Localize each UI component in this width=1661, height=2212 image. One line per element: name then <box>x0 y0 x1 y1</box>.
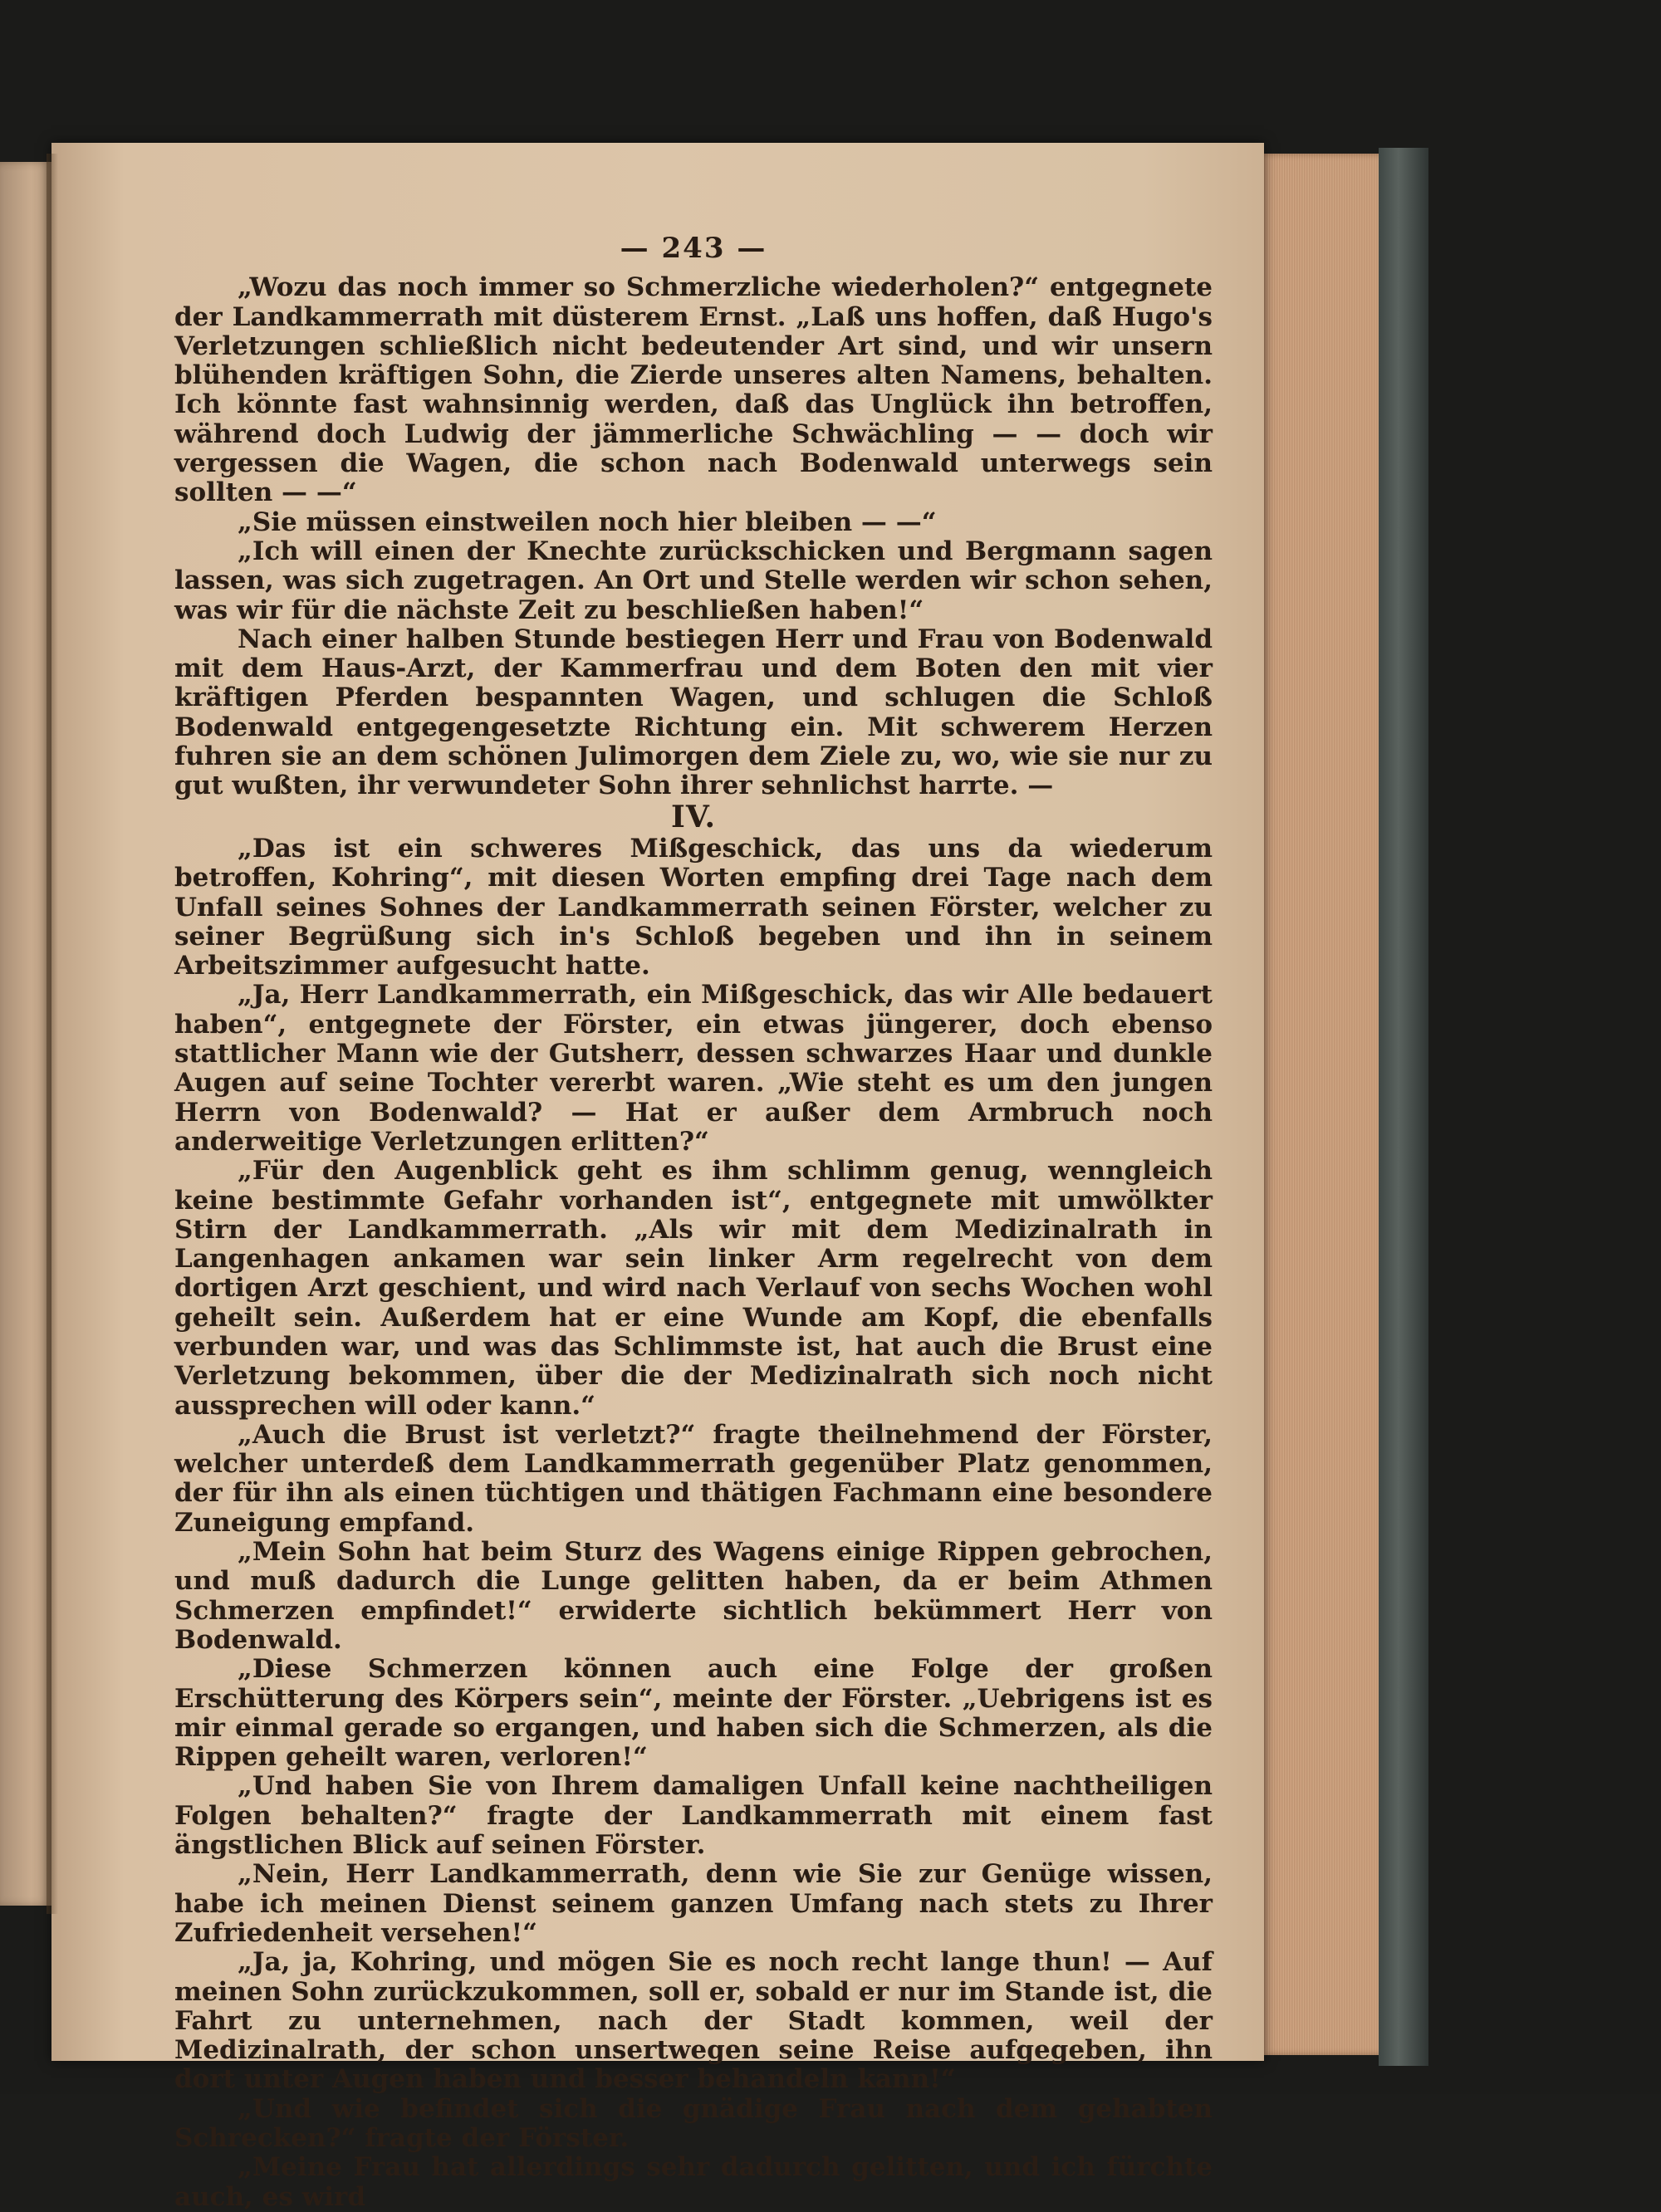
paragraph: „Ich will einen der Knechte zurückschicken und Bergmann sagen lassen, was sich zugetragen. An Ort und Stelle werden wir schon sehen, was wir für die nächste Zeit zu beschließen haben!“ <box>174 536 1213 625</box>
paragraph: „Ja, ja, Kohring, und mögen Sie es noch recht lange thun! — Auf meinen Sohn zurückzukommen, soll er, sobald er nur im Stande ist, die Fahrt zu unternehmen, nach der Stadt kommen, weil der Medizinalrath, der schon unsertwegen seine Reise aufgegeben, ihn dort unter Augen haben und besser behandeln kann!“ <box>174 1947 1213 2095</box>
paragraph: „Sie müssen einstweilen noch hier bleiben — —“ <box>238 507 937 537</box>
paragraph: „Und haben Sie von Ihrem damaligen Unfall keine nachtheiligen Folgen behalten?“ fragte der Landkammerrath mit einem fast ängstlichen Blick auf seinen Förster. <box>174 1771 1213 1861</box>
previous-page-edge <box>0 162 51 1906</box>
paragraph: „Diese Schmerzen können auch eine Folge der großen Erschütterung des Körpers sein“, meinte der Förster. „Uebrigens ist es mir einmal gerade so ergangen, und haben sich die Schmerzen, als die Rippen geheilt waren, verloren!“ <box>174 1654 1213 1773</box>
paragraph: „Mein Sohn hat beim Sturz des Wagens einige Rippen gebrochen, und muß dadurch die Lunge gelitten haben, da er beim Athmen Schmerzen empfindet!“ erwiderte sichtlich bekümmert Herr von Bodenwald. <box>174 1537 1213 1655</box>
page-number: — 243 — <box>620 232 767 265</box>
paragraph: „Auch die Brust ist verletzt?“ fragte theilnehmend der Förster, welcher unterdeß dem Landkammerrath gegenüber Platz genommen, der für ihn als einen tüchtigen und thätigen Fachmann eine besondere Zuneigung empfand. <box>174 1419 1213 1538</box>
paragraph: „Wozu das noch immer so Schmerzliche wiederholen?“ entgegnete der Landkammerrath mit düsterem Ernst. „Laß uns hoffen, daß Hugo's Verletzungen schließlich nicht bedeutender Art sind, und wir unsern blühenden kräftigen Sohn, die Zierde unseres alten Namens, behalten. Ich könnte fast wahnsinnig werden, daß das Unglück ihn betroffen, während doch Ludwig der jämmerliche Schwächling — — doch wir vergessen die Wagen, die schon nach Bodenwald unterwegs sein sollten — —“ <box>174 272 1213 508</box>
book-page-edges <box>1259 154 1384 2055</box>
gutter-shadow <box>47 154 58 1914</box>
paragraph: „Ja, Herr Landkammerrath, ein Mißgeschick, das wir Alle bedauert haben“, entgegnete der Förster, ein etwas jüngerer, doch ebenso stattlicher Mann wie der Gutsherr, dessen schwarzes Haar und dunkle Augen auf seine Tochter vererbt waren. „Wie steht es um den jungen Herrn von Bodenwald? — Hat er außer dem Armbruch noch anderweitige Verletzungen erlitten?“ <box>174 980 1213 1157</box>
paragraph: „Nein, Herr Landkammerrath, denn wie Sie zur Genüge wissen, habe ich meinen Dienst seinem ganzen Umfang nach stets zu Ihrer Zufriedenheit versehen!“ <box>174 1859 1213 1948</box>
paragraph: Nach einer halben Stunde bestiegen Herr und Frau von Bodenwald mit dem Haus-Arzt, der Kammerfrau und dem Boten den mit vier kräftigen Pferden bespannten Wagen, und schlugen die Schloß Bodenwald entgegengesetzte Richtung ein. Mit schwerem Herzen fuhren sie an dem schönen Julimorgen dem Ziele zu, wo, wie sie nur zu gut wußten, ihr verwundeter Sohn ihrer sehnlichst harrte. — <box>174 624 1213 801</box>
paragraph: „Für den Augenblick geht es ihm schlimm genug, wenngleich keine bestimmte Gefahr vorhanden ist“, entgegnete mit umwölkter Stirn der Landkammerrath. „Als wir mit dem Medizinalrath in Langenhagen ankamen war sein linker Arm regelrecht von dem dortigen Arzt geschient, und wird nach Verlauf von sechs Wochen wohl geheilt sein. Außerdem hat er eine Wunde am Kopf, die ebenfalls verbunden war, und was das Schlimmste ist, hat auch die Brust eine Verletzung bekommen, über die der Medizinalrath sich noch nicht aussprechen will oder kann.“ <box>174 1156 1213 1421</box>
book-cover-edge <box>1379 148 1428 2066</box>
paragraph: „Und wie befindet sich die gnädige Frau nach dem gehabten Schrecken?“ fragte der Förster. <box>174 2093 1213 2153</box>
paragraph: „Das ist ein schweres Mißgeschick, das uns da wiederum betroffen, Kohring“, mit diesen Worten empfing drei Tage nach dem Unfall seines Sohnes der Landkammerrath seinen Förster, welcher zu seiner Begrüßung sich in's Schloß begeben und ihn in seinem Arbeitszimmer aufgesucht hatte. <box>174 833 1213 981</box>
paragraph: „Meine Frau hat allerdings sehr dadurch gelitten, und ich fürchte auch, es wird <box>174 2152 1213 2212</box>
page-text-block <box>174 234 1213 2212</box>
chapter-heading: IV. <box>670 799 716 834</box>
